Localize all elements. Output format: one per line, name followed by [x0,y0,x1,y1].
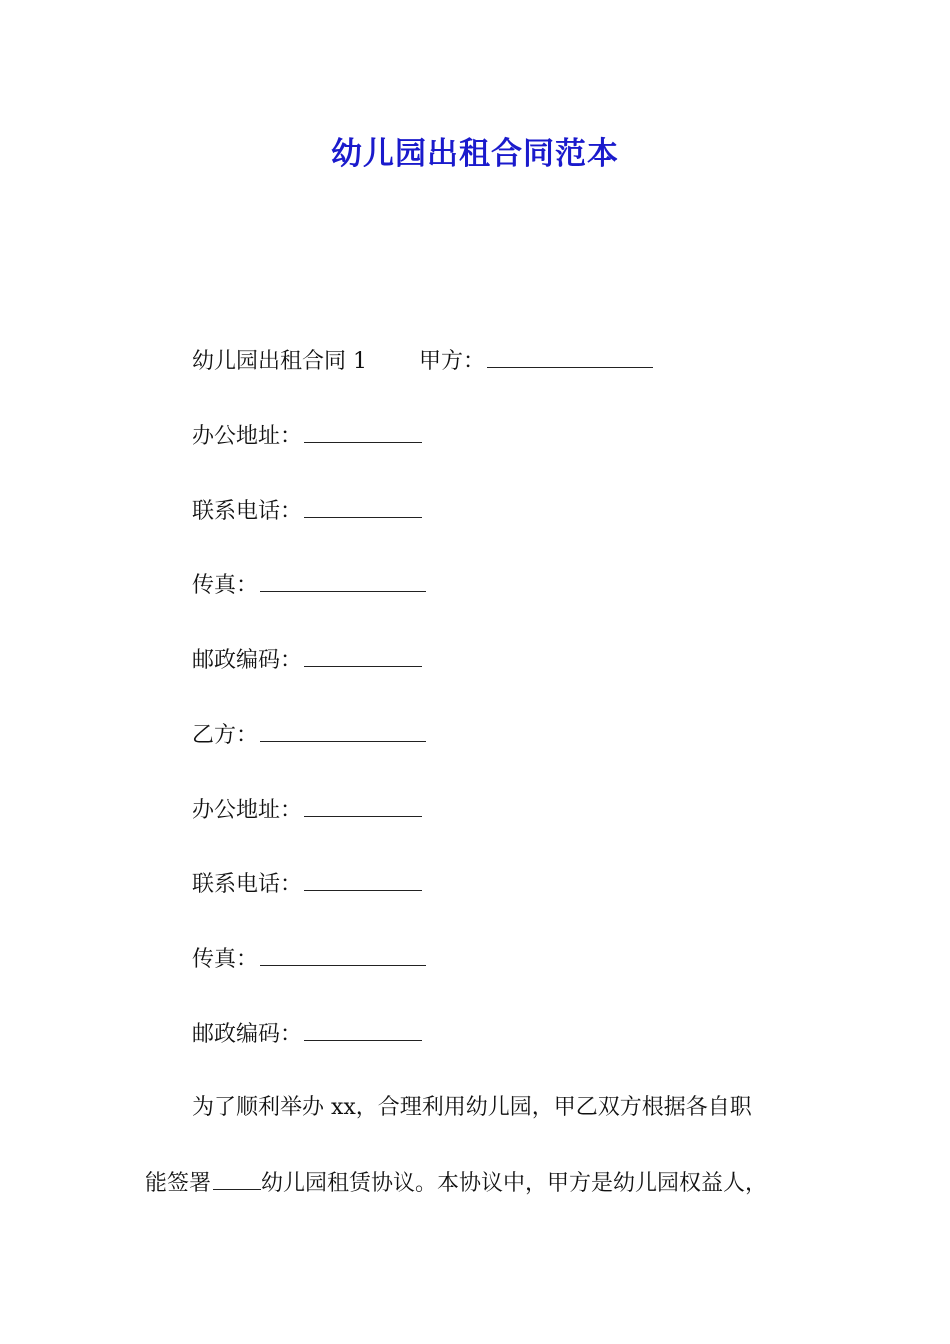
party-a-address-line [192,420,422,452]
party-b-phone-blank [304,868,422,891]
party-b-postcode-blank [304,1018,422,1041]
party-b-label: 乙方： [192,723,259,748]
party-b-address-blank [304,794,422,817]
party-b-line [192,719,426,751]
party-b-address-line [192,794,422,826]
body-line-2-start: 能签署 [145,1171,212,1196]
party-a-fax-label: 传真： [192,573,259,598]
party-b-blank [260,719,426,742]
body-line-2-end: 幼儿园租赁协议。本协议中，甲方是幼儿园权益人， [261,1171,768,1196]
body-paragraph-line-1: 为了顺利举办 xx，合理利用幼儿园，甲乙双方根据各自职 [192,1095,752,1120]
agreement-name-blank [213,1167,261,1190]
contract-heading: 幼儿园出租合同 1 [192,349,367,374]
party-a-postcode-line [192,644,422,676]
party-a-phone-line [192,495,422,527]
contract-heading-line [192,345,653,377]
party-a-phone-label: 联系电话： [192,499,303,524]
party-a-address-blank [304,420,422,443]
party-a-fax-line [192,569,426,601]
party-b-fax-blank [260,943,426,966]
party-a-label: 甲方： [419,349,486,374]
party-b-postcode-line [192,1018,422,1050]
party-a-fax-blank [260,569,426,592]
party-a-address-label: 办公地址： [192,424,303,449]
party-b-phone-label: 联系电话： [192,872,303,897]
party-b-fax-line [192,943,426,975]
document-title: 幼儿园出租合同范本 [331,136,619,172]
party-b-fax-label: 传真： [192,947,259,972]
party-b-phone-line [192,868,422,900]
party-b-postcode-label: 邮政编码： [192,1022,303,1047]
party-a-blank [487,345,653,368]
party-a-phone-blank [304,495,422,518]
party-a-postcode-label: 邮政编码： [192,648,303,673]
party-b-address-label: 办公地址： [192,798,303,823]
body-paragraph-line-2 [145,1167,767,1199]
party-a-postcode-blank [304,644,422,667]
